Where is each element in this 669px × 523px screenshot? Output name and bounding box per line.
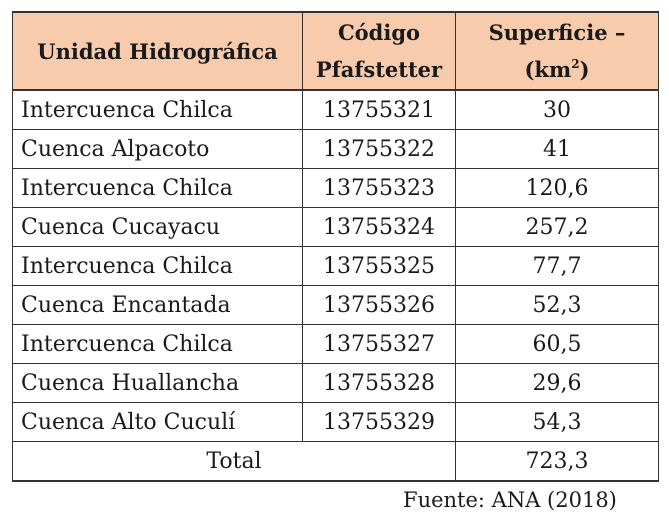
code-cell: 13755323 [303,169,456,208]
unit-name-cell: Intercuenca Chilca [13,325,303,364]
table-row [13,364,659,403]
unit-name-cell: Cuenca Alto Cuculí [13,403,303,442]
total-value: 723,3 [456,442,659,482]
unit-name-cell: Intercuenca Chilca [13,90,303,130]
hydrographic-units-table [12,11,659,482]
code-cell: 13755322 [303,130,456,169]
area-cell: 60,5 [456,325,659,364]
area-cell: 257,2 [456,208,659,247]
table-row [13,169,659,208]
total-label: Total [13,442,456,482]
table-row [13,90,659,130]
source-note: Fuente: ANA (2018) [403,488,617,512]
table-row [13,208,659,247]
unit-name-cell: Cuenca Cucayacu [13,208,303,247]
table-row [13,247,659,286]
code-cell: 13755326 [303,286,456,325]
header-unit: Unidad Hidrográfica [13,12,303,90]
table-row [13,325,659,364]
area-cell: 54,3 [456,403,659,442]
area-cell: 29,6 [456,364,659,403]
header-area [456,12,659,90]
total-row [13,442,659,482]
header-area-line1: Superficie – [488,20,626,45]
unit-name-cell: Cuenca Alpacoto [13,130,303,169]
area-cell: 41 [456,130,659,169]
unit-name-cell: Cuenca Huallancha [13,364,303,403]
code-cell: 13755327 [303,325,456,364]
header-area-sup: 2 [571,57,580,71]
table-body [13,90,659,481]
header-area-suffix: ) [579,57,590,82]
unit-name-cell: Intercuenca Chilca [13,169,303,208]
header-area-prefix: (km [524,57,572,82]
header-code-line1: Código [337,20,421,45]
table-row [13,286,659,325]
code-cell: 13755324 [303,208,456,247]
area-cell: 30 [456,90,659,130]
area-cell: 77,7 [456,247,659,286]
code-cell: 13755321 [303,90,456,130]
table-row [13,403,659,442]
code-cell: 13755329 [303,403,456,442]
unit-name-cell: Cuenca Encantada [13,286,303,325]
header-code [303,12,456,90]
table-row [13,130,659,169]
area-cell: 120,6 [456,169,659,208]
area-cell: 52,3 [456,286,659,325]
code-cell: 13755328 [303,364,456,403]
hydrographic-units-table-container [12,11,658,482]
header-code-line2: Pfafstetter [315,57,443,82]
code-cell: 13755325 [303,247,456,286]
table-header-row [13,12,659,90]
unit-name-cell: Intercuenca Chilca [13,247,303,286]
